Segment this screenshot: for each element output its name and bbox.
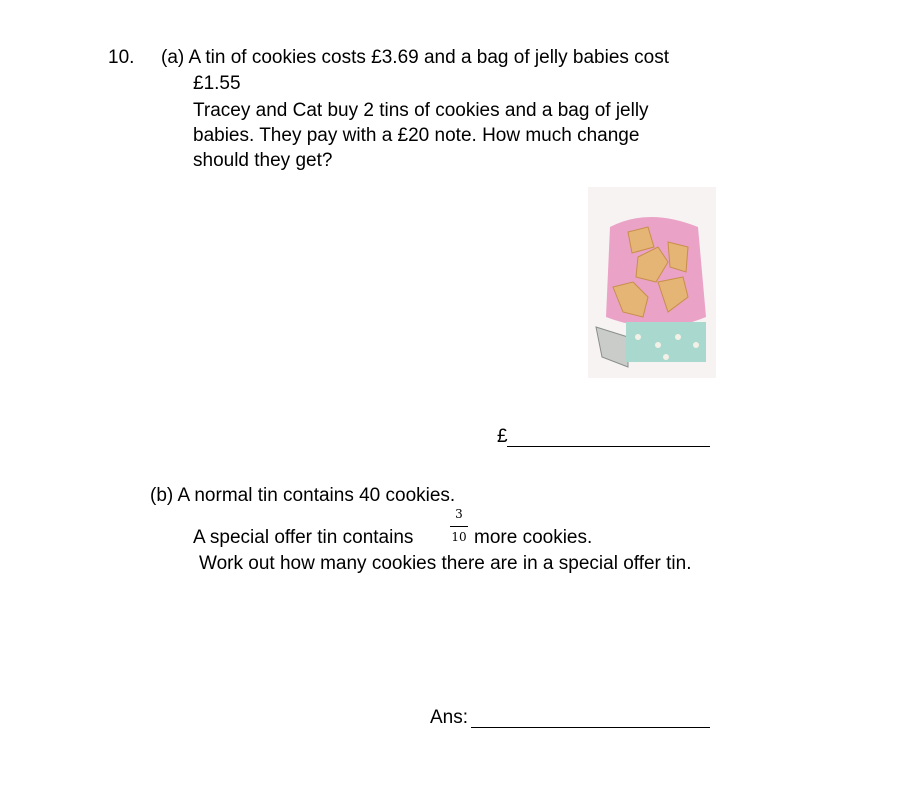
fraction-denominator: 10 (451, 530, 467, 544)
part-a-line-2: £1.55 (193, 73, 241, 94)
fraction-bar (450, 526, 468, 527)
part-a-line-1: (a) A tin of cookies costs £3.69 and a bag of jelly babies cost (161, 47, 670, 68)
part-b-line-2-end: more cookies. (474, 527, 593, 548)
part-a-line-5: should they get? (193, 150, 333, 171)
question-number: 10. (108, 47, 135, 68)
answer-a-currency: £ (497, 426, 508, 447)
answer-b-line[interactable] (471, 727, 710, 728)
answer-a-line[interactable] (507, 446, 710, 447)
part-b-line-1: (b) A normal tin contains 40 cookies. (150, 485, 456, 506)
part-a-line-4: babies. They pay with a £20 note. How much change (193, 125, 640, 146)
cookie-tin-photo (588, 187, 716, 378)
answer-b-label: Ans: (430, 707, 469, 728)
part-a-line-3: Tracey and Cat buy 2 tins of cookies and a bag of jelly (193, 100, 649, 121)
fraction-numerator: 3 (455, 507, 463, 521)
part-b-line-3: Work out how many cookies there are in a special offer tin. (199, 553, 692, 574)
part-b-line-2-start: A special offer tin contains (193, 527, 414, 548)
